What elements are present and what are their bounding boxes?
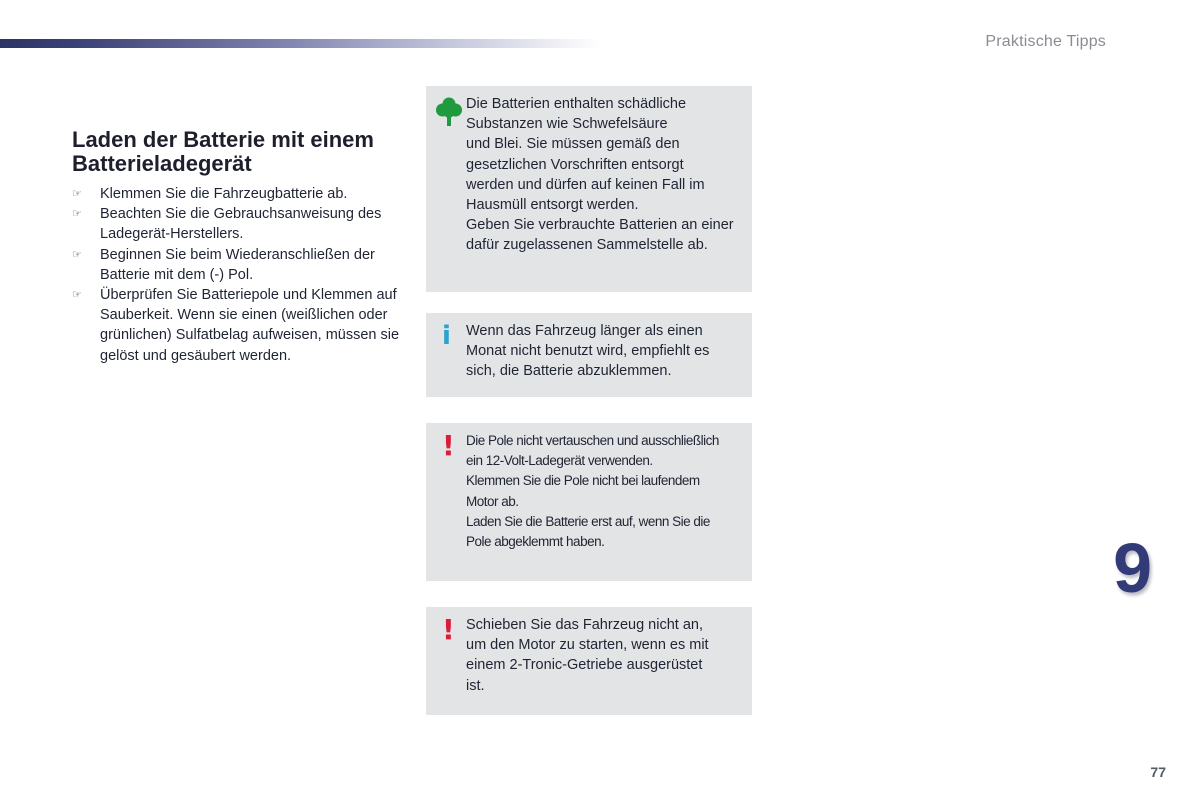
section-title: Praktische Tipps (985, 33, 1106, 50)
info-note-text: Wenn das Fahrzeug länger als einen Monat nicht benutzt wird, empfiehlt es sich, die Batterie abzuklemmen. (466, 323, 710, 380)
warning-icon: ! (442, 613, 455, 646)
list-item-text: Klemmen Sie die Fahrzeugbatterie ab. (100, 186, 348, 202)
warning-icon: ! (442, 429, 455, 462)
warning-note-text-2tronic: Schieben Sie das Fahrzeug nicht an, um den Motor zu starten, wenn es mit einem 2-Tronic-Getriebe ausgerüstet ist. (466, 617, 709, 694)
page-heading: Laden der Batterie mit einem Batterieladegerät (72, 127, 374, 176)
warning-note-text: Die Pole nicht vertauschen und ausschließlich ein 12-Volt-Ladegerät verwenden. Klemmen Sie die Pole nicht bei laufendem Motor ab. Laden Sie die Batterie erst auf, wenn Sie die Pole abgeklemmt haben. (466, 433, 719, 550)
list-item-text: Beginnen Sie beim Wiederanschließen der Batterie mit dem (-) Pol. (100, 246, 375, 283)
environment-note-text: Die Batterien enthalten schädliche Substanzen wie Schwefelsäure und Blei. Sie müssen gemäß den gesetzlichen Vorschriften entsorgt werden und dürfen auf keinen Fall im Hausmüll entsorgt werden. Geben Sie verbrauchte Batterien an einer dafür zugelassenen Sammelstelle ab. (466, 96, 734, 254)
chapter-number: 9 (1113, 529, 1152, 607)
list-item (72, 204, 402, 244)
page-number: 77 (1150, 764, 1166, 780)
list-item-text: Überprüfen Sie Batteriepole und Klemmen auf Sauberkeit. Wenn sie einen (weißlichen oder grünlichen) Sulfatbelag aufweisen, müssen sie gelöst und gesäubert werden. (100, 287, 400, 364)
instruction-list (72, 184, 402, 366)
list-item (72, 184, 402, 204)
header-gradient-bar (0, 39, 600, 48)
list-item (72, 245, 402, 285)
pointing-hand-icon: ☞ (72, 289, 82, 302)
warning-note-box-2tronic (426, 607, 752, 715)
environment-note-box (426, 86, 752, 292)
info-note-box (426, 313, 752, 397)
list-item-text: Beachten Sie die Gebrauchsanweisung des Ladegerät-Herstellers. (100, 206, 382, 243)
info-icon: i (442, 321, 451, 351)
pointing-hand-icon: ☞ (72, 248, 82, 261)
environment-tree-icon (436, 96, 462, 133)
pointing-hand-icon: ☞ (72, 188, 82, 200)
list-item (72, 285, 402, 366)
warning-note-box (426, 423, 752, 581)
pointing-hand-icon: ☞ (72, 208, 82, 221)
